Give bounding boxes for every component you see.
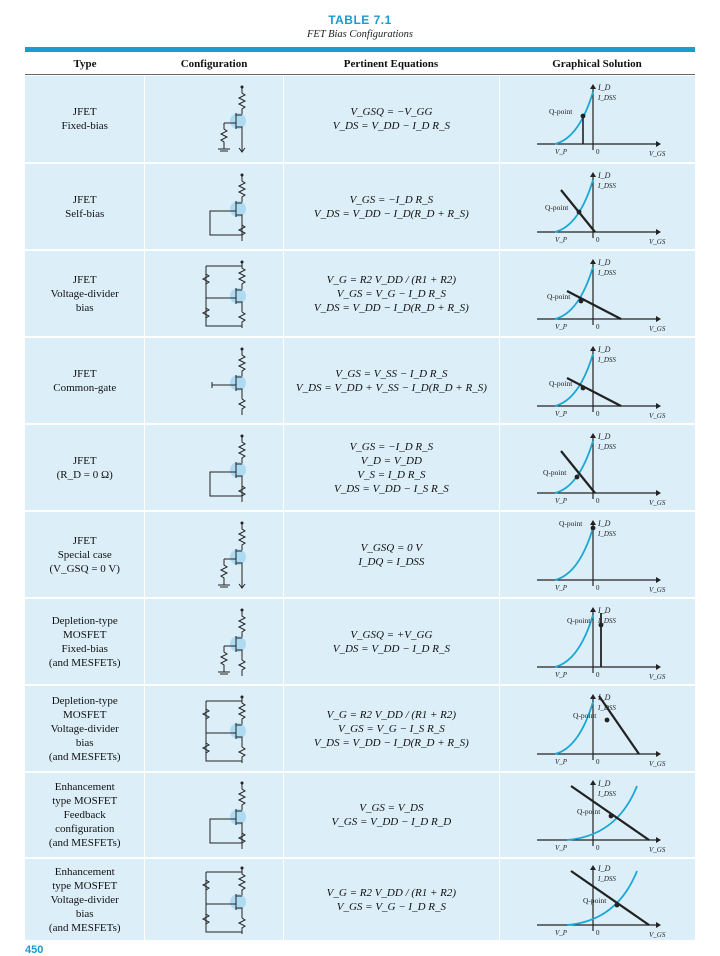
equation: V_GS = V_SS − I_D R_S xyxy=(335,367,448,380)
equation: V_S = I_D R_S xyxy=(357,468,426,481)
type-cell xyxy=(25,164,145,249)
table-row xyxy=(25,772,695,858)
type-cell xyxy=(25,76,145,162)
emosfet-voltage-divider-curve-icon xyxy=(527,861,667,939)
svg-text:I_D: I_D xyxy=(598,83,611,92)
equation: V_DS = V_DD − I_D R_S xyxy=(332,120,450,132)
svg-text:0: 0 xyxy=(596,670,600,679)
svg-text:0: 0 xyxy=(596,844,600,852)
emosfet-feedback-curve-icon xyxy=(527,776,667,854)
equation: V_D = V_DD xyxy=(360,454,422,467)
svg-text:I_DSS: I_DSS xyxy=(598,703,617,712)
svg-text:I_D: I_D xyxy=(598,779,611,788)
svg-text:Q-point: Q-point xyxy=(547,291,571,301)
svg-text:Q-point: Q-point xyxy=(583,895,607,905)
graph-cell xyxy=(500,512,695,597)
equation: I_DQ = I_DSS xyxy=(358,555,425,568)
equations-cell xyxy=(284,76,500,162)
graph-cell xyxy=(500,773,695,857)
table-row xyxy=(25,424,695,511)
svg-text:0: 0 xyxy=(596,322,600,331)
svg-text:0: 0 xyxy=(596,928,600,937)
svg-text:V_GS: V_GS xyxy=(649,672,666,681)
svg-text:V_GS: V_GS xyxy=(649,759,666,768)
header-equations: Pertinent Equations xyxy=(343,58,439,70)
equation: V_GS = V_DS xyxy=(359,802,424,814)
configuration-cell xyxy=(145,338,283,423)
svg-text:Q-point: Q-point xyxy=(549,107,573,116)
dmosfet-fixed-bias-circuit-icon xyxy=(154,604,274,680)
equations-cell xyxy=(284,164,500,249)
svg-text:V_GS: V_GS xyxy=(649,237,666,246)
equation: V_GSQ = −V_GG xyxy=(350,106,433,118)
header-graphical-solution: Graphical Solution xyxy=(552,58,642,70)
type-label: JFET Voltage-divider bias xyxy=(50,273,119,314)
svg-text:I_DSS: I_DSS xyxy=(598,268,617,277)
graph-cell xyxy=(500,599,695,684)
svg-text:V_GS: V_GS xyxy=(649,585,666,594)
configuration-cell xyxy=(145,512,283,597)
equations-cell xyxy=(284,773,500,857)
svg-text:V_P: V_P xyxy=(555,844,568,852)
type-label: JFET Special case (V_GSQ = 0 V) xyxy=(49,534,120,575)
svg-text:V_P: V_P xyxy=(555,583,568,592)
type-label: JFET (R_D = 0 Ω) xyxy=(56,454,113,481)
table-title: TABLE 7.1 xyxy=(328,13,392,27)
svg-text:I_DSS: I_DSS xyxy=(598,790,617,798)
table-row xyxy=(25,598,695,685)
equation: V_GS = V_G − I_D R_S xyxy=(336,900,446,913)
rd-zero-load-line-icon xyxy=(527,429,667,507)
graph-cell xyxy=(500,338,695,423)
graph-cell xyxy=(500,251,695,336)
svg-text:0: 0 xyxy=(596,235,600,244)
svg-text:V_GS: V_GS xyxy=(649,411,666,420)
svg-text:I_D: I_D xyxy=(598,344,611,354)
graph-cell xyxy=(500,425,695,510)
svg-text:Q-point: Q-point xyxy=(577,807,601,816)
equations-cell xyxy=(284,859,500,940)
header-rule xyxy=(25,47,695,52)
type-label: Depletion-type MOSFET Voltage-divider bias (and MESFETs) xyxy=(48,694,121,763)
svg-text:V_GS: V_GS xyxy=(649,498,666,507)
type-label: Enhancement type MOSFET Voltage-divider bias (and MESFETs) xyxy=(48,865,121,934)
equation: V_GSQ = 0 V xyxy=(360,541,423,554)
svg-text:I_D: I_D xyxy=(598,605,611,615)
equation: V_DS = V_DD − I_D(R_D + R_S) xyxy=(313,736,469,749)
dmosfet-voltage-divider-circuit-icon xyxy=(154,691,274,767)
type-label: Enhancement type MOSFET Feedback configuration (and MESFETs) xyxy=(48,781,121,849)
equation: V_DS = V_DD − I_D R_S xyxy=(332,642,450,655)
emosfet-feedback-circuit-icon xyxy=(154,777,274,853)
svg-text:0: 0 xyxy=(596,148,600,156)
type-cell xyxy=(25,251,145,336)
header-configuration: Configuration xyxy=(180,58,248,70)
svg-text:Q-point: Q-point xyxy=(573,710,597,720)
type-label: JFET Self-bias xyxy=(65,193,105,220)
emosfet-voltage-divider-circuit-icon xyxy=(154,862,274,938)
svg-text:I_DSS: I_DSS xyxy=(598,874,617,883)
svg-text:Q-point: Q-point xyxy=(545,202,569,212)
table-row xyxy=(25,858,695,941)
configuration-cell xyxy=(145,251,283,336)
equation: V_GSQ = +V_GG xyxy=(350,628,433,641)
svg-text:I_D: I_D xyxy=(598,863,611,873)
jfet-common-gate-circuit-icon xyxy=(154,343,274,419)
svg-text:V_P: V_P xyxy=(555,757,568,766)
table-row xyxy=(25,250,695,337)
svg-text:I_DSS: I_DSS xyxy=(598,442,617,451)
svg-text:Q-point: Q-point xyxy=(543,467,567,477)
graph-cell xyxy=(500,686,695,771)
svg-text:I_D: I_D xyxy=(598,692,611,702)
jfet-self-bias-circuit-icon xyxy=(154,169,274,245)
svg-text:I_D: I_D xyxy=(598,518,611,528)
equation: V_DS = V_DD − I_S R_S xyxy=(333,482,449,495)
equation: V_DS = V_DD − I_D(R_D + R_S) xyxy=(313,207,469,220)
svg-text:Q-point: Q-point xyxy=(559,518,583,528)
header-type: Type xyxy=(73,58,97,70)
svg-text:V_GS: V_GS xyxy=(649,150,666,158)
table-row xyxy=(25,75,695,163)
configuration-cell xyxy=(145,164,283,249)
table-subtitle: FET Bias Configurations xyxy=(307,29,413,40)
jfet-rd-zero-circuit-icon xyxy=(154,430,274,506)
svg-text:I_D: I_D xyxy=(598,257,611,267)
equation: V_GS = V_DD − I_D R_D xyxy=(331,816,452,828)
configuration-cell xyxy=(145,773,283,857)
equation: V_GS = −I_D R_S xyxy=(349,440,434,453)
table-row xyxy=(25,685,695,772)
equation: V_G = R2 V_DD / (R1 + R2) xyxy=(326,708,457,721)
table-header xyxy=(25,54,695,75)
type-label: JFET Common-gate xyxy=(53,367,117,394)
configuration-cell xyxy=(145,76,283,162)
page-number: 450 xyxy=(25,944,44,956)
equations-cell xyxy=(284,425,500,510)
equations-cell xyxy=(284,338,500,423)
svg-text:I_D: I_D xyxy=(598,431,611,441)
svg-text:0: 0 xyxy=(596,757,600,766)
svg-text:V_GS: V_GS xyxy=(649,324,666,333)
svg-text:V_P: V_P xyxy=(555,322,568,331)
svg-text:0: 0 xyxy=(596,583,600,592)
svg-text:V_P: V_P xyxy=(555,670,568,679)
svg-text:I_D: I_D xyxy=(598,170,611,180)
table-row xyxy=(25,511,695,598)
svg-text:Q-point: Q-point xyxy=(567,615,591,625)
equation: V_GS = −I_D R_S xyxy=(349,193,434,206)
svg-text:V_GS: V_GS xyxy=(649,846,666,854)
common-gate-load-line-icon xyxy=(527,342,667,420)
svg-text:I_DSS: I_DSS xyxy=(598,355,617,364)
type-label: JFET Fixed-bias xyxy=(61,106,108,132)
configuration-cell xyxy=(145,425,283,510)
type-cell xyxy=(25,338,145,423)
special-case-curve-icon xyxy=(527,516,667,594)
configuration-cell xyxy=(145,599,283,684)
type-cell xyxy=(25,773,145,857)
svg-text:I_DSS: I_DSS xyxy=(598,616,617,625)
equations-cell xyxy=(284,251,500,336)
jfet-voltage-divider-circuit-icon xyxy=(154,256,274,332)
jfet-special-case-circuit-icon xyxy=(154,517,274,593)
type-cell xyxy=(25,599,145,684)
fixed-bias-transfer-curve-icon xyxy=(527,80,667,158)
equation: V_GS = V_G − I_D R_S xyxy=(336,287,446,300)
voltage-divider-load-line-icon xyxy=(527,255,667,333)
jfet-fixed-bias-circuit-icon xyxy=(154,81,274,157)
type-cell xyxy=(25,859,145,940)
self-bias-load-line-icon xyxy=(527,168,667,246)
equation: V_DS = V_DD − I_D(R_D + R_S) xyxy=(313,301,469,314)
type-cell xyxy=(25,512,145,597)
type-label: Depletion-type MOSFET Fixed-bias (and MESFETs) xyxy=(48,614,121,669)
svg-text:V_P: V_P xyxy=(555,235,568,244)
svg-text:Q-point: Q-point xyxy=(549,378,573,388)
equation: V_DS = V_DD + V_SS − I_D(R_D + R_S) xyxy=(295,381,487,394)
equations-cell xyxy=(284,512,500,597)
type-cell xyxy=(25,425,145,510)
equations-cell xyxy=(284,599,500,684)
svg-text:V_P: V_P xyxy=(555,928,568,937)
equation: V_G = R2 V_DD / (R1 + R2) xyxy=(326,273,457,286)
graph-cell xyxy=(500,164,695,249)
equation: V_G = R2 V_DD / (R1 + R2) xyxy=(326,886,457,899)
table-row xyxy=(25,337,695,424)
dmosfet-fixed-bias-curve-icon xyxy=(527,603,667,681)
graph-cell xyxy=(500,859,695,940)
svg-text:0: 0 xyxy=(596,496,600,505)
svg-text:0: 0 xyxy=(596,409,600,418)
equation: V_GS = V_G − I_S R_S xyxy=(337,722,445,735)
svg-text:V_P: V_P xyxy=(555,148,568,156)
table-row xyxy=(25,163,695,250)
table-body xyxy=(25,75,695,941)
graph-cell xyxy=(500,76,695,162)
svg-text:V_P: V_P xyxy=(555,496,568,505)
svg-text:V_P: V_P xyxy=(555,409,568,418)
equations-cell xyxy=(284,686,500,771)
configuration-cell xyxy=(145,686,283,771)
type-cell xyxy=(25,686,145,771)
svg-text:I_DSS: I_DSS xyxy=(598,94,617,102)
configuration-cell xyxy=(145,859,283,940)
svg-text:I_DSS: I_DSS xyxy=(598,529,617,538)
svg-text:V_GS: V_GS xyxy=(649,930,666,939)
svg-text:I_DSS: I_DSS xyxy=(598,181,617,190)
dmosfet-voltage-divider-curve-icon xyxy=(527,690,667,768)
